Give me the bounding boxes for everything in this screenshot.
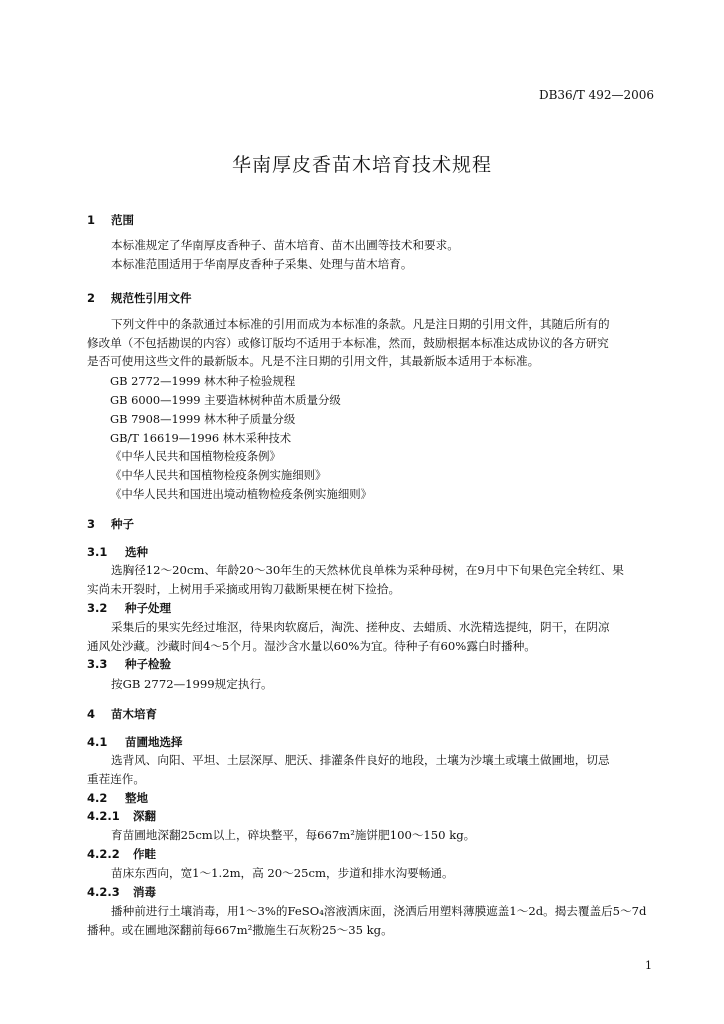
subsection-number: 3.1 (87, 545, 108, 559)
section-title: 规范性引用文件 (111, 291, 192, 305)
subsection-number: 4.2.1 (87, 809, 120, 823)
section-4-heading (87, 706, 157, 722)
subsection-title: 种子处理 (125, 601, 172, 615)
subsection-3-3-body (87, 675, 657, 694)
subsection-3-2-body (87, 618, 657, 655)
reference-item: 《中华人民共和国植物检疫条例实施细则》 (110, 468, 327, 482)
subsection-3-2-heading (87, 600, 171, 616)
paragraph: 本标准范围适用于华南厚皮香种子采集、处理与苗木培育。 (111, 256, 413, 271)
paragraph-line: 下列文件中的条款通过本标准的引用而成为本标准的条款。凡是注日期的引用文件，其随后所有的 (111, 317, 610, 331)
subsection-number: 4.2 (87, 791, 108, 805)
paragraph-line: 育苗圃地深翻25cm以上，碎块整平，每667m²施饼肥100～150 kg。 (111, 828, 476, 842)
subsection-4-1-body (87, 751, 657, 788)
section-1-heading (87, 212, 134, 228)
subsection-title: 种子检验 (125, 657, 172, 671)
subsection-title: 消毒 (133, 885, 157, 899)
subsection-title: 整地 (125, 791, 149, 805)
section-1-body (87, 236, 657, 273)
subsection-title: 苗圃地选择 (125, 735, 183, 749)
reference-item: 《中华人民共和国进出境动植物检疫条例实施细则》 (110, 487, 372, 501)
paragraph-line: 播种。或在圃地深翻前每667m²撒施生石灰粉25～35 kg。 (87, 922, 393, 937)
paragraph-line: 修改单（不包括勘误的内容）或修订版均不适用于本标准，然而，鼓励根据本标准达成协议的各方研究 (87, 335, 609, 350)
subsection-number: 4.1 (87, 735, 108, 749)
reference-item: GB 6000—1999 主要造林树种苗木质量分级 (110, 393, 341, 407)
page-number: 1 (645, 959, 652, 972)
subsection-4-2-2-heading (87, 846, 156, 862)
paragraph-line: 实尚未开裂时，上树用手采摘或用钩刀截断果梗在树下捡拾。 (87, 581, 401, 596)
subsection-4-2-3-body (87, 902, 657, 939)
paragraph-line: 按GB 2772—1999规定执行。 (111, 677, 273, 691)
paragraph-line: 重茬连作。 (87, 771, 145, 786)
document-title: 华南厚皮香苗木培育技术规程 (231, 154, 492, 176)
reference-item: 《中华人民共和国植物检疫条例》 (110, 449, 281, 463)
reference-item: GB 2772—1999 林木种子检验规程 (110, 374, 296, 388)
subsection-4-2-1-body (87, 826, 657, 845)
subsection-4-2-heading (87, 790, 148, 806)
paragraph-line: 选背风、向阳、平坦、土层深厚、肥沃、排灌条件良好的地段，土壤为沙壤土或壤土做圃地，切忌 (111, 753, 610, 767)
reference-item: GB/T 16619—1996 林木采种技术 (110, 431, 292, 445)
section-title: 种子 (111, 517, 135, 531)
subsection-4-2-2-body (87, 864, 657, 883)
section-number: 4 (87, 707, 96, 721)
subsection-number: 3.3 (87, 657, 108, 671)
document-code: DB36/T 492—2006 (538, 88, 654, 102)
subsection-4-2-1-heading (87, 808, 156, 824)
section-title: 苗木培育 (111, 707, 158, 721)
section-3-heading (87, 516, 134, 532)
paragraph: 本标准规定了华南厚皮香种子、苗木培育、苗木出圃等技术和要求。 (111, 238, 459, 252)
section-number: 3 (87, 517, 96, 531)
subsection-number: 4.2.3 (87, 885, 120, 899)
section-2-heading (87, 290, 192, 306)
paragraph-line: 苗床东西向，宽1～1.2m，高 20～25cm，步道和排水沟要畅通。 (111, 866, 454, 880)
paragraph-line: 选胸径12～20cm、年龄20～30年生的天然林优良单株为采种母树，在9月中下旬果色完全转红、果 (111, 563, 624, 577)
paragraph-line: 是否可使用这些文件的最新版本。凡是不注日期的引用文件，其最新版本适用于本标准。 (87, 354, 540, 368)
section-number: 2 (87, 291, 96, 305)
subsection-title: 选种 (125, 545, 149, 559)
paragraph-line: 通风处沙藏。沙藏时间4～5个月。湿沙含水量以60%为宜。待种子有60%露白时播种。 (87, 638, 536, 653)
reference-item: GB 7908—1999 林木种子质量分级 (110, 412, 296, 426)
subsection-title: 作畦 (133, 847, 157, 861)
subsection-4-1-heading (87, 734, 183, 750)
paragraph-line: 采集后的果实先经过堆沤，待果肉软腐后，淘洗、搓种皮、去蜡质、水洗精选提纯，阴干，在阴凉 (111, 620, 610, 634)
subsection-3-1-body (87, 561, 657, 598)
subsection-number: 4.2.2 (87, 847, 120, 861)
section-2-body (87, 315, 657, 371)
paragraph-line: 播种前进行土壤消毒，用1～3%的FeSO₄溶液洒床面，浇洒后用塑料薄膜遮盖1～2d。揭去覆盖后5～7d (111, 904, 647, 918)
section-number: 1 (87, 213, 96, 227)
subsection-number: 3.2 (87, 601, 108, 615)
subsection-title: 深翻 (133, 809, 157, 823)
subsection-4-2-3-heading (87, 884, 156, 900)
section-title: 范围 (111, 213, 135, 227)
subsection-3-3-heading (87, 656, 171, 672)
subsection-3-1-heading (87, 544, 148, 560)
